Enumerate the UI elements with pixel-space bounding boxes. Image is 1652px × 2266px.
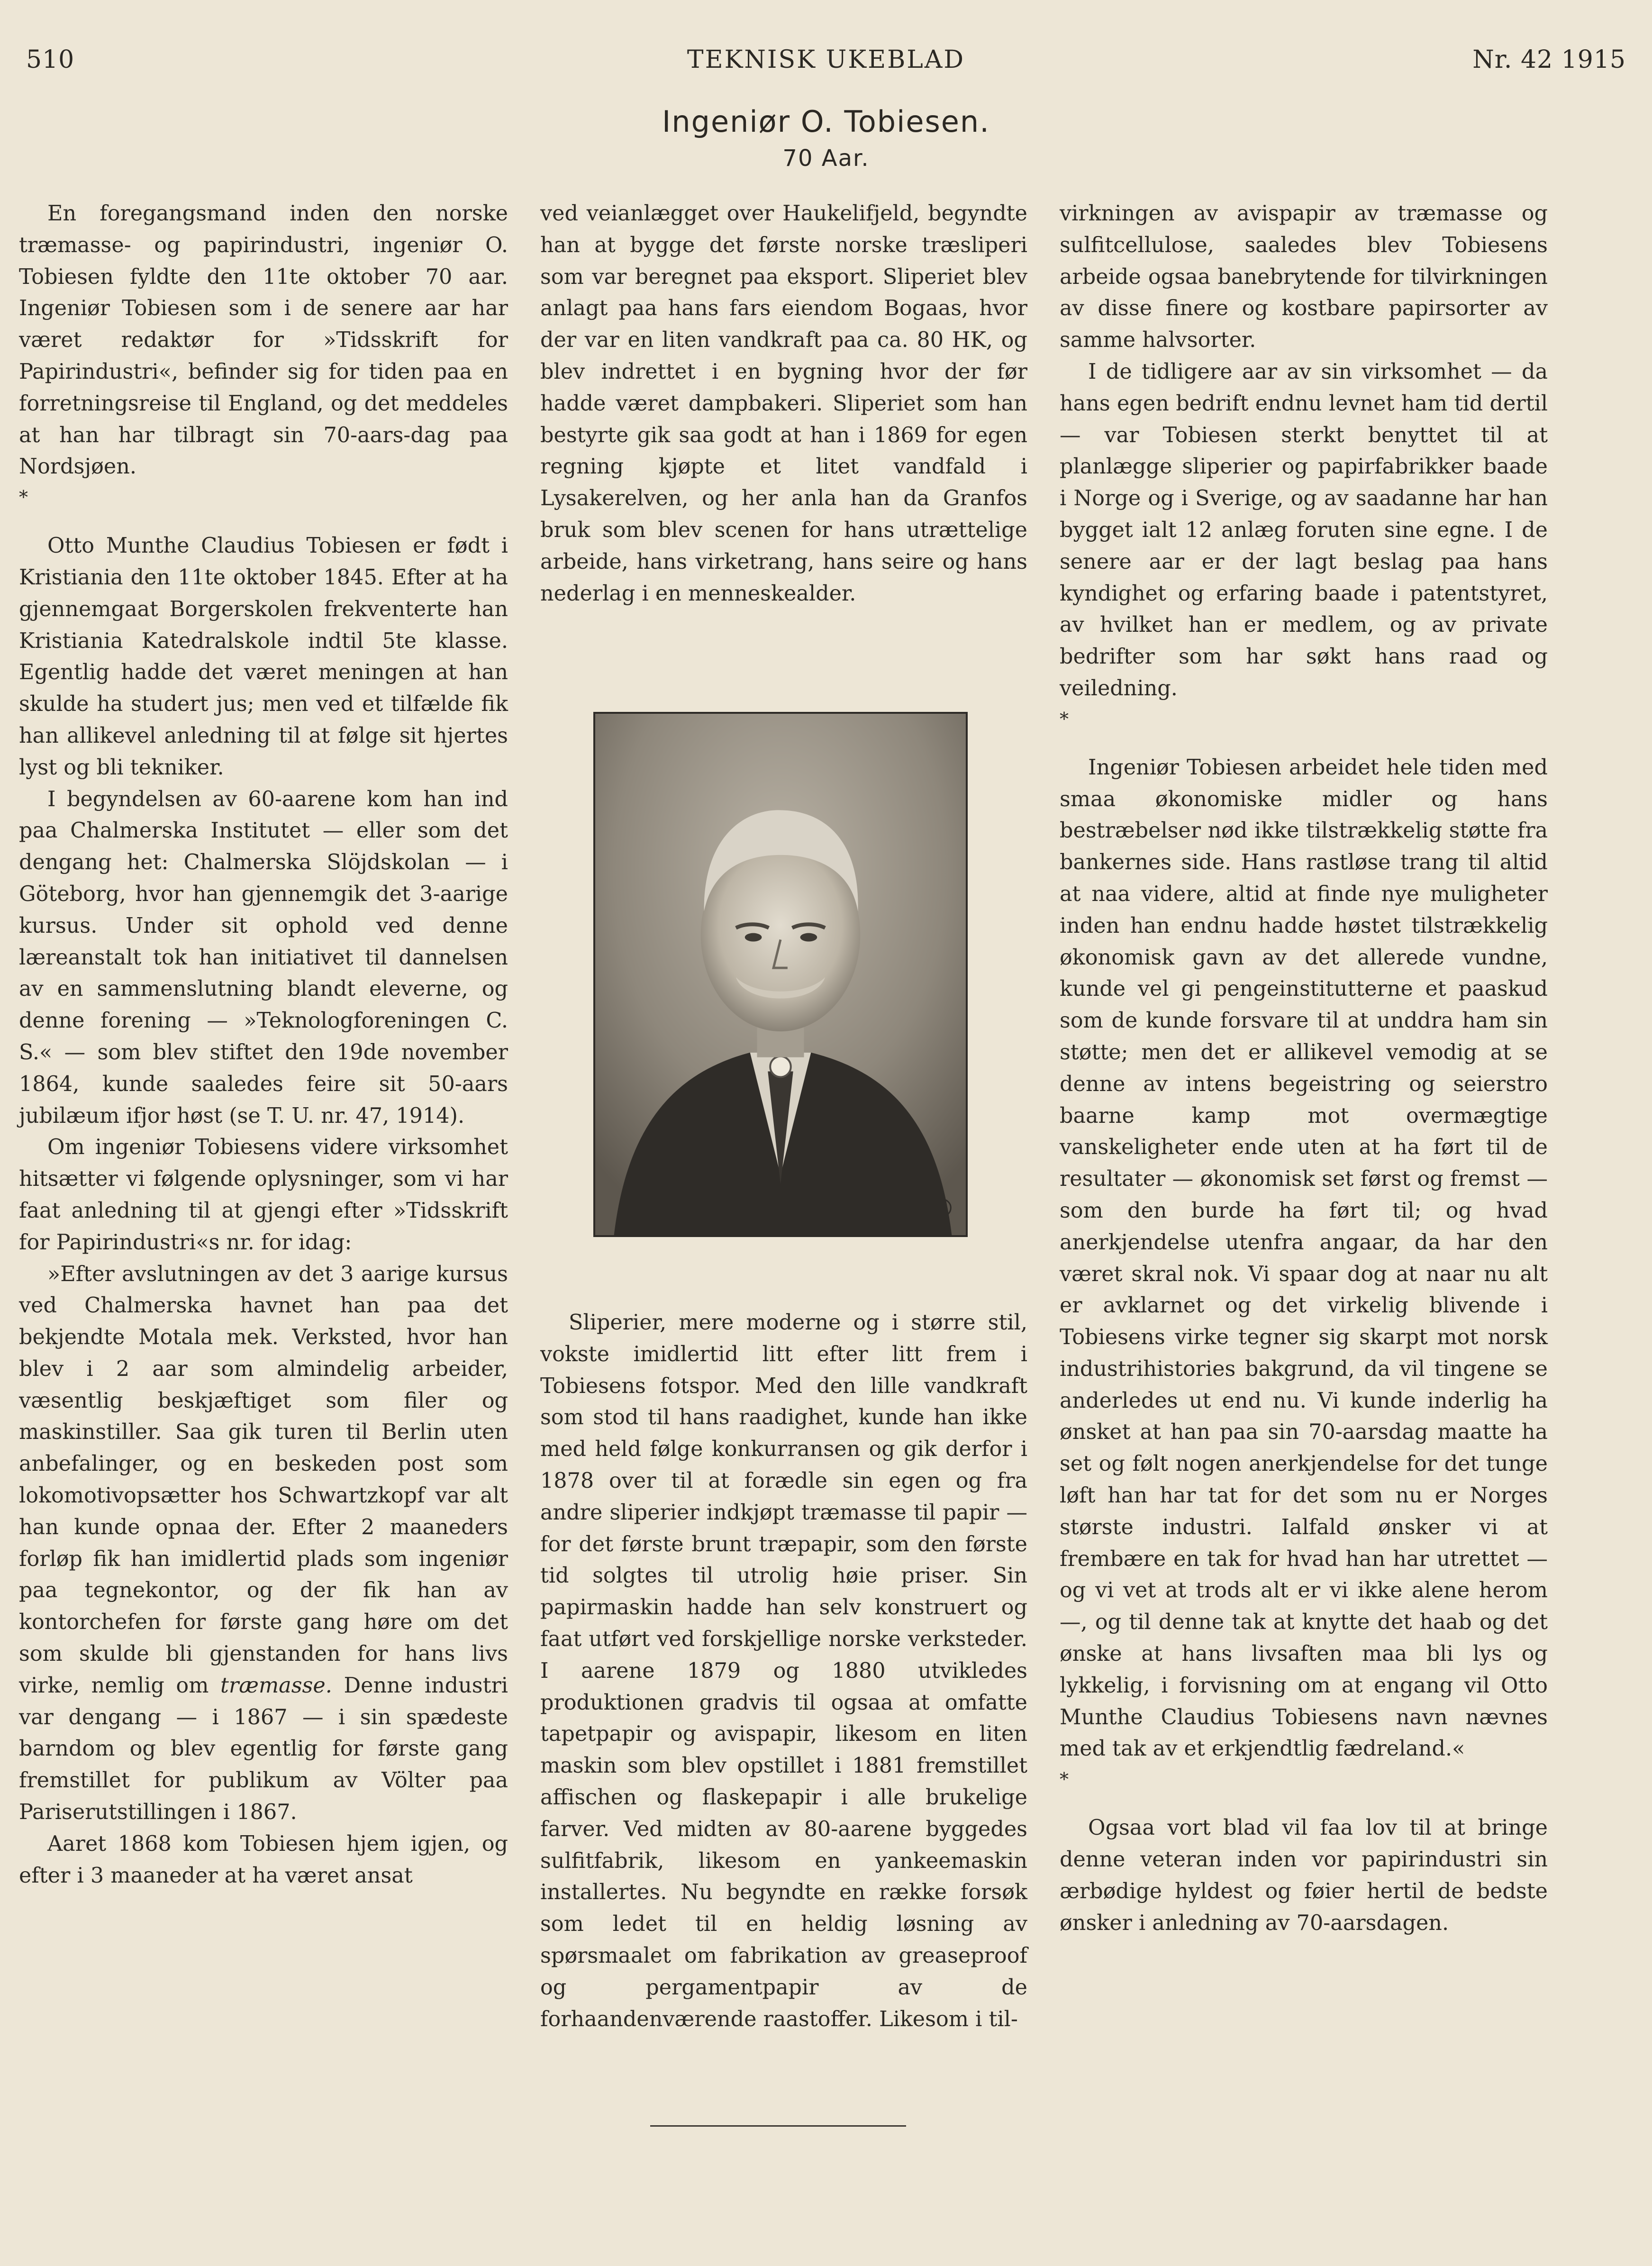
end-rule <box>650 2125 906 2127</box>
portrait-photo <box>593 712 968 1237</box>
section-separator: * <box>19 487 28 508</box>
quote-text: Denne industri var dengang — i 1867 — i sin spædeste barndom og blev egentlig for første gang fremstillet for publikum av Völter paa Pariserutstillingen i 1867. <box>19 1673 508 1825</box>
page-number: 510 <box>26 46 75 74</box>
paragraph: Ogsaa vort blad vil faa lov til at bringe denne veteran inden vor papirindustri sin ærbødige hyldest og føier hertil de bedste ønsker i anledning av 70-aarsdagen. <box>1060 1816 1548 1935</box>
issue-number: Nr. 42 1915 <box>1472 46 1626 74</box>
paragraph: Aaret 1868 kom Tobiesen hjem igjen, og efter i 3 maaneder at ha været ansat <box>19 1831 508 1888</box>
paragraph <box>19 1259 508 1829</box>
quote-text: »Efter avslutningen av det 3 aarige kursus ved Chalmerska havnet han paa det bekjendte Motala mek. Verksted, hvor han blev i 2 aar som almindelig arbeider, væsentlig beskjæftiget som filer og maskinstiller. Saa gik turen til Berlin uten anbefalinger, og en beskeden post som lokomotivopsætter hos Schwartzkopf var alt han kunde opnaa der. Efter 2 maaneders forløp fik han imidlertid plads som ingeniør paa tegnekontor, og der fik han av kontorchefen for første gang høre om det som skulde bli gjenstanden for hans livs virke, nemlig om <box>19 1262 508 1698</box>
paragraph: virkningen av avispapir av træmasse og sulfitcellulose, saaledes blev Tobiesens arbeide ogsaa banebrytende for tilvirkningen av disse finere og kostbare papirsorter av samme halvsorter. <box>1060 201 1548 353</box>
paragraph: ved veianlægget over Haukelifjeld, begyndte han at bygge det første norske træsliperi som var beregnet paa eksport. Sliperiet blev anlagt paa hans fars eiendom Bogaas, hvor der var en liten vandkraft paa ca. 80 HK, og blev indrettet i en bygning hvor der før hadde været dampbakeri. Sliperiet som han bestyrte gik saa godt at han i 1869 for egen regning kjøpte et litet vandfald i Lysakerelven, og her anla han da Granfos bruk som blev scenen for hans utrættelige arbeide, hans virketrang, hans seire og hans nederlag i en menneskealder. <box>540 201 1027 606</box>
paragraph: En foregangsmand inden den norske træmasse- og papirindustri, ingeniør O. Tobiesen fyldte den 11te oktober 70 aar. Ingeniør Tobiesen som i de senere aar har været redaktør for »Tidsskrift for Papirindustri«, befinder sig for tiden paa en forretningsreise til England, og det meddeles at han har tilbragt sin 70-aars-dag paa Nordsjøen. <box>19 201 508 479</box>
column-3 <box>1060 198 1548 1939</box>
journal-title: TEKNISK UKEBLAD <box>687 46 965 74</box>
article-subtitle: 70 Aar. <box>782 145 870 172</box>
section-separator: * <box>1060 708 1069 729</box>
paragraph: I de tidligere aar av sin virksomhet — da hans egen bedrift endnu levnet ham tid dertil — var Tobiesen sterkt benyttet til at planlægge sliperier og papirfabrikker baade i Norge og i Sverige, og av saadanne har han bygget ialt 12 anlæg foruten sine egne. I de senere aar er der lagt beslag paa hans kyndighet og erfaring baade i patentstyret, av hvilket han er medlem, og av private bedrifter som har søkt hans raad og veiledning. <box>1060 359 1548 701</box>
column-1 <box>19 198 508 1892</box>
paragraph: I begyndelsen av 60-aarene kom han ind paa Chalmerska Institutet — eller som det dengang het: Chalmerska Slöjdskolan — i Göteborg, hvor han gjennemgik det 3-aarige kursus. Under sit ophold ved denne læreanstalt tok han initiativet til dannelsen av en sammenslutning blandt eleverne, og denne forening — »Teknologforeningen C. S.« — som blev stiftet den 19de november 1864, kunde saaledes feire sit 50-aars jubilæum ifjor høst (se T. U. nr. 47, 1914). <box>19 787 508 1128</box>
column-2-top <box>540 198 1027 610</box>
paragraph: Om ingeniør Tobiesens videre virksomhet hitsætter vi følgende oplysninger, som vi har faat anledning til at gjengi efter »Tidsskrift for Papirindustri«s nr. for idag: <box>19 1135 508 1255</box>
portrait-image <box>595 714 966 1235</box>
paragraph: Sliperier, mere moderne og i større stil, vokste imidlertid litt efter litt frem i Tobiesens fotspor. Med den lille vandkraft som stod til hans raadighet, kunde han ikke med held følge konkurransen og gik derfor i 1878 over til at forædle sin egen og fra andre sliperier indkjøpt træmasse til papir — for det første brunt træpapir, som den første tid solgtes til utrolig høie priser. Sin papirmaskin hadde han selv konstruert og faat utført ved forskjellige norske verksteder. I aarene 1879 og 1880 utvikledes produktionen gradvis til ogsaa at omfatte tapetpapir og avispapir, likesom en liten maskin som blev opstillet i 1881 fremstillet affischen og flaskepapir i alle brukelige farver. Ved midten av 80-aarene byggedes sulfitfabrik, likesom en yankeemaskin installertes. Nu begyndte en række forsøk som ledet til en heldig løsning av spørsmaalet om fabrikation av greaseproof og pergamentpapir av de forhaandenværende raastoffer. Likesom i til- <box>540 1310 1027 2031</box>
article-title: Ingeniør O. Tobiesen. <box>662 104 990 139</box>
italic-word: træmasse. <box>220 1673 332 1698</box>
column-2-bottom <box>540 1307 1027 2035</box>
paragraph: Ingeniør Tobiesen arbeidet hele tiden med smaa økonomiske midler og hans bestræbelser nød ikke tilstrækkelig støtte fra bankernes side. Hans rastløse trang til altid at naa videre, altid at finde nye muligheter inden han endnu hadde høstet tilstrækkelig økonomisk gavn av det allerede vundne, kunde vel gi pengeinstitutterne et paaskud som de kunde forsvare til at unddra ham sin støtte; men det er allikevel vemodig at se denne av intens begeistring og seierstro baarne kamp mot overmægtige vanskeligheter ende uten at ha ført til de resultater — økonomisk set først og fremst — som den burde ha ført til; og hvad anerkjendelse utenfra angaar, da har den været skral nok. Vi spaar dog at naar nu alt er avklarnet og det virkelig blivende i Tobiesens virke tegner sig skarpt mot norsk industrihistories bakgrund, da vil tingene se anderledes ut end nu. Vi kunde inderlig ha ønsket at han paa sin 70-aarsdag maatte ha set og følt nogen anerkjendelse for det tunge løft han har tat for det som nu er Norges største industri. Ialfald ønsker vi at frembære en tak for hvad han har utrettet — og vi vet at trods alt er vi ikke alene herom —, og til denne tak at knytte det haab og det ønske at hans livsaften maa bli lys og lykkelig, i forvisning om at engang vil Otto Munthe Claudius Tobiesens navn nævnes med tak av et erkjendtlig fædreland.« <box>1060 755 1548 1761</box>
section-separator: * <box>1060 1769 1069 1790</box>
paragraph: Otto Munthe Claudius Tobiesen er født i Kristiania den 11te oktober 1845. Efter at ha gjennemgaat Borgerskolen frekventerte han Kristiania Katedralskole indtil 5te klasse. Egentlig hadde det været meningen at han skulde ha studert jus; men ved et tilfælde fik han allikevel anledning til at følge sit hjertes lyst og bli tekniker. <box>19 534 508 780</box>
